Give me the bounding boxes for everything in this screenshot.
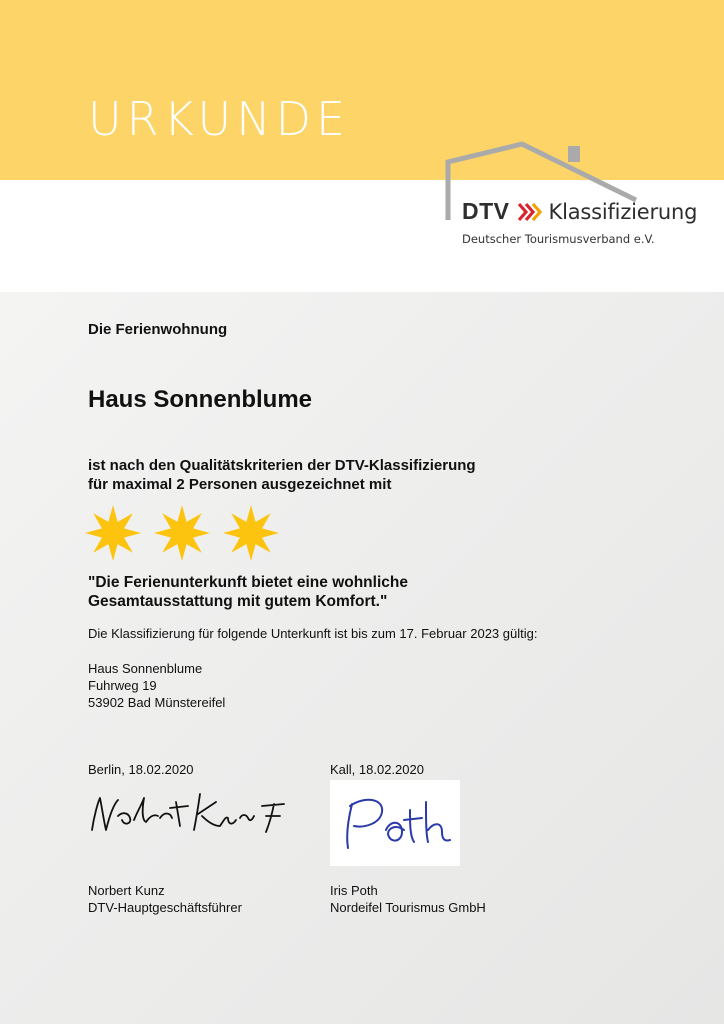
signature-iris-poth-box bbox=[330, 780, 460, 866]
logo-brand-text: Klassifizierung bbox=[548, 199, 698, 224]
property-name: Haus Sonnenblume bbox=[88, 386, 313, 413]
signer-name: Norbert Kunz bbox=[88, 883, 165, 898]
logo-subtitle: Deutscher Tourismusverband e.V. bbox=[462, 232, 655, 246]
validity-text: Die Klassifizierung für folgende Unterkunft ist bis zum 17. Februar 2023 gültig: bbox=[88, 626, 538, 641]
star-icon bbox=[222, 504, 280, 562]
signature-iris-poth bbox=[330, 780, 460, 866]
logo-dtv-text: DTV bbox=[462, 198, 510, 224]
star-icon bbox=[84, 504, 142, 562]
address-line: 53902 Bad Münstereifel bbox=[88, 695, 226, 710]
address-line: Haus Sonnenblume bbox=[88, 661, 203, 676]
dtv-logo bbox=[462, 198, 697, 225]
star-icon bbox=[153, 504, 211, 562]
quote-line: "Die Ferienunterkunft bietet eine wohnliche bbox=[88, 574, 408, 591]
criteria-text bbox=[88, 456, 476, 494]
signer-left bbox=[88, 882, 242, 916]
signer-role: Nordeifel Tourismus GmbH bbox=[330, 900, 486, 915]
criteria-line: ist nach den Qualitätskriterien der DTV-Klassifizierung bbox=[88, 457, 476, 474]
certificate-title: URKUNDE bbox=[88, 92, 351, 146]
intro-text: Die Ferienwohnung bbox=[88, 321, 228, 338]
signer-name: Iris Poth bbox=[330, 883, 378, 898]
chevrons-icon bbox=[517, 202, 543, 222]
signer-right bbox=[330, 882, 486, 916]
star-rating bbox=[84, 504, 280, 562]
address-block bbox=[88, 660, 225, 711]
criteria-line: für maximal 2 Personen ausgezeichnet mit bbox=[88, 476, 392, 493]
address-line: Fuhrweg 19 bbox=[88, 678, 157, 693]
signer-role: DTV-Hauptgeschäftsführer bbox=[88, 900, 242, 915]
quote-line: Gesamtausstattung mit gutem Komfort." bbox=[88, 593, 388, 610]
place-date-left: Berlin, 18.02.2020 bbox=[88, 762, 194, 777]
place-date-right: Kall, 18.02.2020 bbox=[330, 762, 424, 777]
signature-norbert-kunz bbox=[84, 786, 298, 846]
rating-quote bbox=[88, 573, 408, 611]
